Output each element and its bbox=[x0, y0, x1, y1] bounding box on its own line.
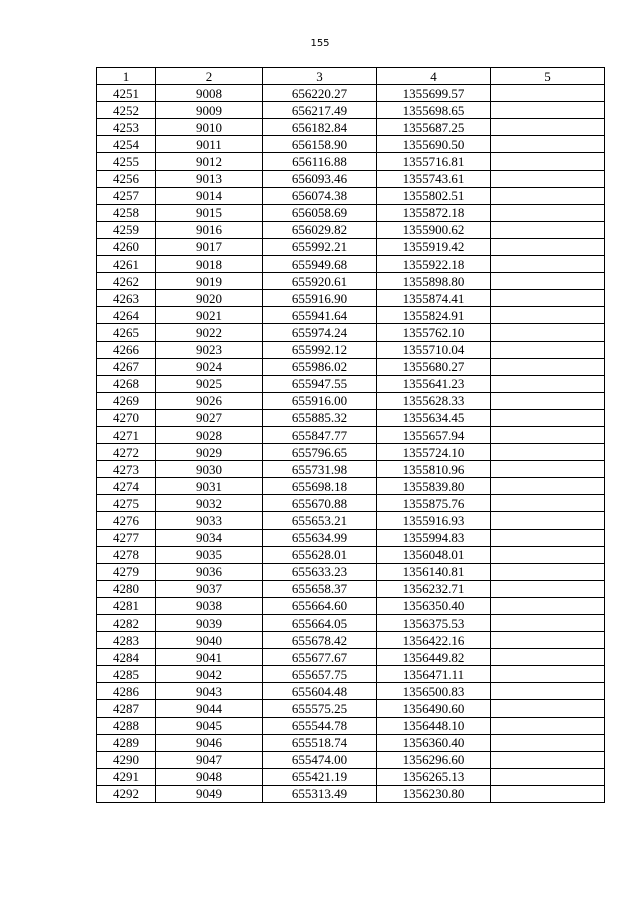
table-cell-col-3: 655664.05 bbox=[263, 615, 377, 632]
table-cell-col-4: 1355875.76 bbox=[377, 495, 491, 512]
table-row bbox=[97, 444, 605, 461]
column-header-2: 2 bbox=[156, 68, 263, 85]
table-cell-col-1: 4281 bbox=[97, 597, 156, 614]
table-cell-col-5 bbox=[491, 546, 605, 563]
table-cell-col-5 bbox=[491, 580, 605, 597]
table-cell-col-4: 1355634.45 bbox=[377, 409, 491, 426]
table-cell-col-2: 9023 bbox=[156, 341, 263, 358]
table-cell-col-4: 1355922.18 bbox=[377, 256, 491, 273]
table-cell-col-3: 655698.18 bbox=[263, 478, 377, 495]
table-cell-col-3: 656093.46 bbox=[263, 170, 377, 187]
coordinates-table bbox=[96, 67, 605, 803]
table-cell-col-3: 655664.60 bbox=[263, 597, 377, 614]
table-cell-col-1: 4254 bbox=[97, 136, 156, 153]
table-row bbox=[97, 478, 605, 495]
table-row bbox=[97, 238, 605, 255]
table-cell-col-2: 9009 bbox=[156, 102, 263, 119]
table-cell-col-2: 9049 bbox=[156, 785, 263, 802]
table-cell-col-2: 9034 bbox=[156, 529, 263, 546]
table-row bbox=[97, 187, 605, 204]
column-header-5: 5 bbox=[491, 68, 605, 85]
table-cell-col-5 bbox=[491, 409, 605, 426]
table-cell-col-1: 4264 bbox=[97, 307, 156, 324]
table-cell-col-1: 4278 bbox=[97, 546, 156, 563]
table-cell-col-5 bbox=[491, 615, 605, 632]
table-cell-col-4: 1356449.82 bbox=[377, 649, 491, 666]
table-cell-col-4: 1356350.40 bbox=[377, 597, 491, 614]
table-cell-col-5 bbox=[491, 717, 605, 734]
table-cell-col-1: 4275 bbox=[97, 495, 156, 512]
table-cell-col-2: 9039 bbox=[156, 615, 263, 632]
table-cell-col-3: 656058.69 bbox=[263, 204, 377, 221]
table-row bbox=[97, 170, 605, 187]
table-cell-col-2: 9021 bbox=[156, 307, 263, 324]
table-row bbox=[97, 717, 605, 734]
table-cell-col-3: 655678.42 bbox=[263, 632, 377, 649]
table-cell-col-5 bbox=[491, 632, 605, 649]
table-cell-col-3: 655634.99 bbox=[263, 529, 377, 546]
table-cell-col-3: 655847.77 bbox=[263, 426, 377, 443]
table-cell-col-4: 1356422.16 bbox=[377, 632, 491, 649]
table-cell-col-4: 1355680.27 bbox=[377, 358, 491, 375]
table-cell-col-1: 4279 bbox=[97, 563, 156, 580]
table-cell-col-2: 9036 bbox=[156, 563, 263, 580]
table-cell-col-2: 9033 bbox=[156, 512, 263, 529]
table-row bbox=[97, 563, 605, 580]
table-cell-col-2: 9030 bbox=[156, 461, 263, 478]
table-cell-col-2: 9010 bbox=[156, 119, 263, 136]
table-row bbox=[97, 615, 605, 632]
table-cell-col-4: 1356140.81 bbox=[377, 563, 491, 580]
table-cell-col-5 bbox=[491, 221, 605, 238]
table-cell-col-2: 9047 bbox=[156, 751, 263, 768]
table-cell-col-2: 9045 bbox=[156, 717, 263, 734]
table-cell-col-3: 656074.38 bbox=[263, 187, 377, 204]
table-row bbox=[97, 461, 605, 478]
table-cell-col-3: 655947.55 bbox=[263, 375, 377, 392]
table-cell-col-3: 655653.21 bbox=[263, 512, 377, 529]
table-cell-col-3: 655658.37 bbox=[263, 580, 377, 597]
table-cell-col-5 bbox=[491, 324, 605, 341]
table-cell-col-4: 1355874.41 bbox=[377, 290, 491, 307]
table-cell-col-1: 4273 bbox=[97, 461, 156, 478]
table-cell-col-1: 4290 bbox=[97, 751, 156, 768]
table-cell-col-5 bbox=[491, 290, 605, 307]
table-cell-col-5 bbox=[491, 256, 605, 273]
table-cell-col-4: 1355872.18 bbox=[377, 204, 491, 221]
table-cell-col-1: 4271 bbox=[97, 426, 156, 443]
table-cell-col-1: 4263 bbox=[97, 290, 156, 307]
table-cell-col-2: 9041 bbox=[156, 649, 263, 666]
table-cell-col-2: 9022 bbox=[156, 324, 263, 341]
table-cell-col-3: 655313.49 bbox=[263, 785, 377, 802]
table-cell-col-5 bbox=[491, 85, 605, 102]
table-row bbox=[97, 153, 605, 170]
table-cell-col-2: 9043 bbox=[156, 683, 263, 700]
table-cell-col-4: 1355839.80 bbox=[377, 478, 491, 495]
table-cell-col-1: 4259 bbox=[97, 221, 156, 238]
table-cell-col-5 bbox=[491, 307, 605, 324]
table-cell-col-4: 1355687.25 bbox=[377, 119, 491, 136]
table-cell-col-1: 4292 bbox=[97, 785, 156, 802]
table-row bbox=[97, 546, 605, 563]
table-cell-col-5 bbox=[491, 119, 605, 136]
table-cell-col-2: 9019 bbox=[156, 273, 263, 290]
table-cell-col-2: 9027 bbox=[156, 409, 263, 426]
table-cell-col-3: 655677.67 bbox=[263, 649, 377, 666]
table-cell-col-5 bbox=[491, 170, 605, 187]
table-cell-col-4: 1355743.61 bbox=[377, 170, 491, 187]
table-cell-col-2: 9020 bbox=[156, 290, 263, 307]
table-cell-col-5 bbox=[491, 478, 605, 495]
table-cell-col-3: 655941.64 bbox=[263, 307, 377, 324]
table-cell-col-1: 4257 bbox=[97, 187, 156, 204]
table-cell-col-2: 9017 bbox=[156, 238, 263, 255]
table-cell-col-3: 655657.75 bbox=[263, 666, 377, 683]
table-cell-col-3: 655949.68 bbox=[263, 256, 377, 273]
table-cell-col-1: 4272 bbox=[97, 444, 156, 461]
table-row bbox=[97, 426, 605, 443]
table-cell-col-3: 655885.32 bbox=[263, 409, 377, 426]
column-header-1: 1 bbox=[97, 68, 156, 85]
table-cell-col-4: 1356265.13 bbox=[377, 768, 491, 785]
table-cell-col-5 bbox=[491, 102, 605, 119]
table-row bbox=[97, 751, 605, 768]
table-cell-col-3: 655628.01 bbox=[263, 546, 377, 563]
table-cell-col-4: 1355698.65 bbox=[377, 102, 491, 119]
table-cell-col-4: 1355724.10 bbox=[377, 444, 491, 461]
table-cell-col-5 bbox=[491, 495, 605, 512]
table-row bbox=[97, 307, 605, 324]
table-cell-col-5 bbox=[491, 187, 605, 204]
table-cell-col-3: 655920.61 bbox=[263, 273, 377, 290]
table-cell-col-1: 4288 bbox=[97, 717, 156, 734]
table-cell-col-5 bbox=[491, 683, 605, 700]
table-cell-col-4: 1355994.83 bbox=[377, 529, 491, 546]
table-cell-col-3: 655974.24 bbox=[263, 324, 377, 341]
table-cell-col-4: 1355919.42 bbox=[377, 238, 491, 255]
table-row bbox=[97, 392, 605, 409]
table-row bbox=[97, 700, 605, 717]
table-cell-col-2: 9008 bbox=[156, 85, 263, 102]
table-cell-col-4: 1355762.10 bbox=[377, 324, 491, 341]
table-cell-col-1: 4280 bbox=[97, 580, 156, 597]
table-cell-col-2: 9029 bbox=[156, 444, 263, 461]
table-cell-col-2: 9015 bbox=[156, 204, 263, 221]
table-cell-col-1: 4287 bbox=[97, 700, 156, 717]
table-cell-col-4: 1356490.60 bbox=[377, 700, 491, 717]
table-cell-col-1: 4286 bbox=[97, 683, 156, 700]
table-cell-col-3: 655518.74 bbox=[263, 734, 377, 751]
table-cell-col-1: 4256 bbox=[97, 170, 156, 187]
table-cell-col-4: 1356232.71 bbox=[377, 580, 491, 597]
table-cell-col-1: 4277 bbox=[97, 529, 156, 546]
table-cell-col-3: 655731.98 bbox=[263, 461, 377, 478]
table-row bbox=[97, 119, 605, 136]
table-row bbox=[97, 221, 605, 238]
header-row bbox=[97, 68, 605, 85]
table-cell-col-1: 4260 bbox=[97, 238, 156, 255]
table-cell-col-1: 4289 bbox=[97, 734, 156, 751]
table-row bbox=[97, 529, 605, 546]
page-number: 155 bbox=[310, 38, 330, 49]
column-header-3: 3 bbox=[263, 68, 377, 85]
table-cell-col-1: 4252 bbox=[97, 102, 156, 119]
table-cell-col-3: 655992.21 bbox=[263, 238, 377, 255]
table-row bbox=[97, 273, 605, 290]
table-cell-col-5 bbox=[491, 238, 605, 255]
table-cell-col-1: 4284 bbox=[97, 649, 156, 666]
table-cell-col-3: 655796.65 bbox=[263, 444, 377, 461]
table-cell-col-2: 9038 bbox=[156, 597, 263, 614]
table-cell-col-1: 4270 bbox=[97, 409, 156, 426]
table-cell-col-4: 1355710.04 bbox=[377, 341, 491, 358]
table-cell-col-3: 656116.88 bbox=[263, 153, 377, 170]
table-cell-col-4: 1355898.80 bbox=[377, 273, 491, 290]
table-cell-col-3: 655670.88 bbox=[263, 495, 377, 512]
table-cell-col-2: 9046 bbox=[156, 734, 263, 751]
table-cell-col-1: 4285 bbox=[97, 666, 156, 683]
table-row bbox=[97, 768, 605, 785]
table-cell-col-3: 656029.82 bbox=[263, 221, 377, 238]
table-cell-col-4: 1355641.23 bbox=[377, 375, 491, 392]
table-cell-col-3: 655474.00 bbox=[263, 751, 377, 768]
table-cell-col-2: 9048 bbox=[156, 768, 263, 785]
table-cell-col-4: 1356048.01 bbox=[377, 546, 491, 563]
table-cell-col-1: 4291 bbox=[97, 768, 156, 785]
table-cell-col-3: 655986.02 bbox=[263, 358, 377, 375]
table-cell-col-1: 4276 bbox=[97, 512, 156, 529]
table-cell-col-4: 1356360.40 bbox=[377, 734, 491, 751]
table-row bbox=[97, 102, 605, 119]
table-row bbox=[97, 136, 605, 153]
table-cell-col-2: 9025 bbox=[156, 375, 263, 392]
table-cell-col-5 bbox=[491, 734, 605, 751]
table-cell-col-5 bbox=[491, 768, 605, 785]
table-cell-col-4: 1355690.50 bbox=[377, 136, 491, 153]
table-cell-col-3: 655992.12 bbox=[263, 341, 377, 358]
table-cell-col-5 bbox=[491, 512, 605, 529]
table-row bbox=[97, 580, 605, 597]
table-cell-col-5 bbox=[491, 649, 605, 666]
table-cell-col-2: 9026 bbox=[156, 392, 263, 409]
table-cell-col-5 bbox=[491, 444, 605, 461]
table-cell-col-3: 655575.25 bbox=[263, 700, 377, 717]
table-cell-col-1: 4266 bbox=[97, 341, 156, 358]
table-body bbox=[97, 85, 605, 803]
table-cell-col-2: 9018 bbox=[156, 256, 263, 273]
table-cell-col-2: 9031 bbox=[156, 478, 263, 495]
table-row bbox=[97, 512, 605, 529]
table-cell-col-3: 656182.84 bbox=[263, 119, 377, 136]
table-cell-col-2: 9044 bbox=[156, 700, 263, 717]
table-cell-col-2: 9042 bbox=[156, 666, 263, 683]
table-cell-col-4: 1356471.11 bbox=[377, 666, 491, 683]
table-row bbox=[97, 734, 605, 751]
table-cell-col-5 bbox=[491, 204, 605, 221]
table-cell-col-1: 4267 bbox=[97, 358, 156, 375]
table-row bbox=[97, 785, 605, 802]
table-cell-col-4: 1356230.80 bbox=[377, 785, 491, 802]
table-cell-col-5 bbox=[491, 358, 605, 375]
table-cell-col-2: 9040 bbox=[156, 632, 263, 649]
table-cell-col-4: 1355916.93 bbox=[377, 512, 491, 529]
table-cell-col-3: 656217.49 bbox=[263, 102, 377, 119]
table-row bbox=[97, 649, 605, 666]
table-cell-col-2: 9028 bbox=[156, 426, 263, 443]
table-cell-col-4: 1355657.94 bbox=[377, 426, 491, 443]
table-cell-col-5 bbox=[491, 751, 605, 768]
table-cell-col-3: 655916.90 bbox=[263, 290, 377, 307]
table-row bbox=[97, 666, 605, 683]
table-row bbox=[97, 683, 605, 700]
table-cell-col-1: 4283 bbox=[97, 632, 156, 649]
table-cell-col-3: 655916.00 bbox=[263, 392, 377, 409]
table-cell-col-2: 9032 bbox=[156, 495, 263, 512]
table-header bbox=[97, 68, 605, 85]
table-cell-col-5 bbox=[491, 461, 605, 478]
table-cell-col-4: 1355716.81 bbox=[377, 153, 491, 170]
table-cell-col-3: 655544.78 bbox=[263, 717, 377, 734]
table-row bbox=[97, 597, 605, 614]
table-cell-col-5 bbox=[491, 153, 605, 170]
table-cell-col-2: 9013 bbox=[156, 170, 263, 187]
table-cell-col-2: 9011 bbox=[156, 136, 263, 153]
table-cell-col-4: 1356296.60 bbox=[377, 751, 491, 768]
table-row bbox=[97, 495, 605, 512]
table-cell-col-1: 4258 bbox=[97, 204, 156, 221]
table-cell-col-5 bbox=[491, 392, 605, 409]
table-cell-col-1: 4265 bbox=[97, 324, 156, 341]
table-cell-col-2: 9037 bbox=[156, 580, 263, 597]
table-row bbox=[97, 341, 605, 358]
table-cell-col-1: 4269 bbox=[97, 392, 156, 409]
table-cell-col-5 bbox=[491, 529, 605, 546]
table-cell-col-2: 9016 bbox=[156, 221, 263, 238]
table-cell-col-2: 9035 bbox=[156, 546, 263, 563]
table-row bbox=[97, 324, 605, 341]
table-cell-col-3: 656220.27 bbox=[263, 85, 377, 102]
table-cell-col-5 bbox=[491, 341, 605, 358]
table-cell-col-4: 1356500.83 bbox=[377, 683, 491, 700]
table-row bbox=[97, 256, 605, 273]
table-cell-col-4: 1356375.53 bbox=[377, 615, 491, 632]
table-cell-col-4: 1355900.62 bbox=[377, 221, 491, 238]
table-cell-col-1: 4253 bbox=[97, 119, 156, 136]
table-cell-col-2: 9024 bbox=[156, 358, 263, 375]
table-cell-col-4: 1355628.33 bbox=[377, 392, 491, 409]
table-cell-col-5 bbox=[491, 136, 605, 153]
column-header-4: 4 bbox=[377, 68, 491, 85]
table-row bbox=[97, 204, 605, 221]
table-row bbox=[97, 85, 605, 102]
table-cell-col-4: 1355802.51 bbox=[377, 187, 491, 204]
table-cell-col-5 bbox=[491, 375, 605, 392]
table-cell-col-1: 4268 bbox=[97, 375, 156, 392]
table-row bbox=[97, 409, 605, 426]
table-cell-col-5 bbox=[491, 597, 605, 614]
table-cell-col-3: 655633.23 bbox=[263, 563, 377, 580]
table-cell-col-2: 9012 bbox=[156, 153, 263, 170]
table-cell-col-4: 1356448.10 bbox=[377, 717, 491, 734]
table-row bbox=[97, 632, 605, 649]
table-cell-col-4: 1355824.91 bbox=[377, 307, 491, 324]
table-cell-col-4: 1355810.96 bbox=[377, 461, 491, 478]
table-cell-col-2: 9014 bbox=[156, 187, 263, 204]
table-cell-col-5 bbox=[491, 273, 605, 290]
table-cell-col-1: 4262 bbox=[97, 273, 156, 290]
table-cell-col-5 bbox=[491, 700, 605, 717]
table-cell-col-1: 4255 bbox=[97, 153, 156, 170]
table-cell-col-1: 4274 bbox=[97, 478, 156, 495]
table-row bbox=[97, 290, 605, 307]
table-cell-col-3: 655421.19 bbox=[263, 768, 377, 785]
table-cell-col-4: 1355699.57 bbox=[377, 85, 491, 102]
table-cell-col-5 bbox=[491, 666, 605, 683]
table-row bbox=[97, 375, 605, 392]
table-cell-col-3: 655604.48 bbox=[263, 683, 377, 700]
table-cell-col-1: 4261 bbox=[97, 256, 156, 273]
table-cell-col-1: 4251 bbox=[97, 85, 156, 102]
table-cell-col-1: 4282 bbox=[97, 615, 156, 632]
table-row bbox=[97, 358, 605, 375]
table-cell-col-3: 656158.90 bbox=[263, 136, 377, 153]
table-cell-col-5 bbox=[491, 785, 605, 802]
table-cell-col-5 bbox=[491, 563, 605, 580]
table-cell-col-5 bbox=[491, 426, 605, 443]
